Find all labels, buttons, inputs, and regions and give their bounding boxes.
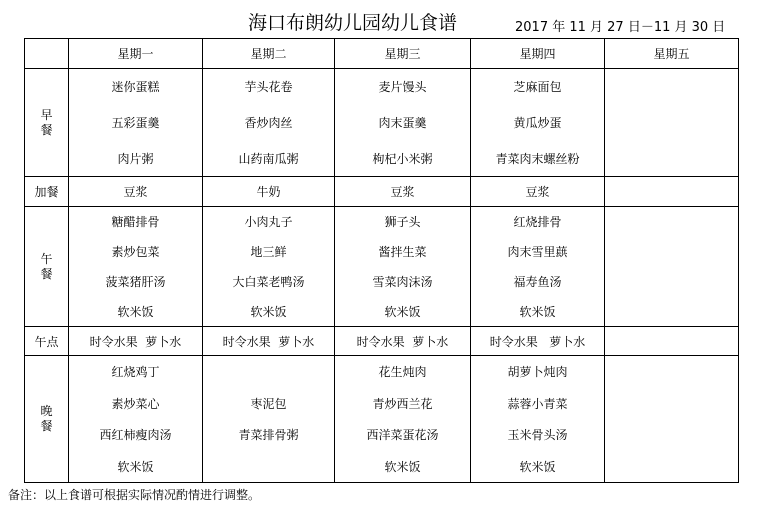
dinner-row [25, 356, 739, 483]
menu-item: 香炒肉丝 [244, 115, 293, 130]
meal-label [25, 356, 69, 483]
menu-cell: 时令水果 萝卜水 [69, 327, 203, 356]
menu-item: 软米饭 [384, 459, 421, 474]
menu-item: 黄瓜炒蛋 [513, 115, 562, 130]
menu-item: 红烧鸡丁 [111, 365, 160, 380]
menu-item: 肉片粥 [117, 151, 154, 166]
menu-item: 青炒西兰花 [372, 396, 433, 411]
menu-cell [605, 177, 739, 207]
menu-item: 软米饭 [117, 304, 154, 319]
menu-cell [335, 356, 471, 483]
menu-cell [605, 327, 739, 356]
menu-item: 软米饭 [117, 459, 154, 474]
menu-cell [471, 356, 605, 483]
menu-item: 麦片馒头 [378, 80, 427, 95]
menu-item: 福寿鱼汤 [513, 274, 562, 289]
corner-cell [25, 39, 69, 69]
menu-cell [605, 69, 739, 177]
menu-item: 红烧排骨 [513, 215, 562, 230]
menu-item: 肉末蛋羹 [378, 115, 427, 130]
menu-item: 五彩蛋羹 [111, 115, 160, 130]
menu-cell [605, 207, 739, 327]
menu-cell: 豆浆 [471, 177, 605, 207]
meal-label [25, 207, 69, 327]
menu-item: 素炒菜心 [111, 396, 160, 411]
menu-item: 枸杞小米粥 [372, 151, 433, 166]
day-header: 星期三 [335, 39, 471, 69]
day-header: 星期四 [471, 39, 605, 69]
day-header: 星期二 [203, 39, 335, 69]
day-header: 星期五 [605, 39, 739, 69]
menu-item: 枣泥包 [250, 396, 287, 411]
meal-label-text: 午餐 [40, 251, 53, 281]
menu-item: 蒜蓉小青菜 [507, 396, 568, 411]
footnote: 备注：以上食谱可根据实际情况酌情进行调整。 [8, 488, 261, 502]
menu-cell: 豆浆 [335, 177, 471, 207]
page-title: 海口布朗幼儿园幼儿食谱 [248, 12, 458, 34]
menu-cell [69, 69, 203, 177]
lunch-row [25, 207, 739, 327]
breakfast-row [25, 69, 739, 177]
snack-row [25, 177, 739, 207]
menu-item: 软米饭 [519, 304, 556, 319]
menu-item: 地三鲜 [250, 245, 287, 260]
menu-item: 糖醋排骨 [111, 215, 160, 230]
day-header: 星期一 [69, 39, 203, 69]
menu-item: 迷你蛋糕 [111, 80, 160, 95]
menu-cell: 时令水果 萝卜水 [471, 327, 605, 356]
menu-item: 软米饭 [250, 304, 287, 319]
menu-cell [471, 69, 605, 177]
menu-item: 肉末雪里蕻 [507, 245, 568, 260]
tea-row [25, 327, 739, 356]
menu-item: 软米饭 [384, 304, 421, 319]
header-row [25, 39, 739, 69]
date-range: 2017 年 11 月 27 日－11 月 30 日 [515, 20, 726, 35]
menu-item: 花生炖肉 [378, 365, 427, 380]
menu-cell: 时令水果 萝卜水 [335, 327, 471, 356]
menu-cell [335, 207, 471, 327]
menu-cell [203, 207, 335, 327]
menu-item: 芝麻面包 [513, 80, 562, 95]
meal-label-text: 早餐 [40, 107, 53, 137]
menu-item: 芋头花卷 [244, 80, 293, 95]
menu-item: 狮子头 [384, 215, 421, 230]
meal-label: 午点 [25, 327, 69, 356]
menu-item: 西洋菜蛋花汤 [366, 428, 439, 443]
menu-item: 软米饭 [519, 459, 556, 474]
menu-item: 大白菜老鸭汤 [232, 274, 305, 289]
menu-item: 西红柿瘦肉汤 [99, 428, 172, 443]
menu-cell: 豆浆 [69, 177, 203, 207]
meal-label [25, 69, 69, 177]
menu-cell [605, 356, 739, 483]
menu-cell [203, 356, 335, 483]
menu-item: 小肉丸子 [244, 215, 293, 230]
menu-item: 胡萝卜炖肉 [507, 365, 568, 380]
menu-cell [69, 207, 203, 327]
menu-item: 山药南瓜粥 [238, 151, 299, 166]
menu-cell [471, 207, 605, 327]
menu-item: 青菜排骨粥 [238, 428, 299, 443]
menu-item: 玉米骨头汤 [507, 428, 568, 443]
menu-table [24, 38, 739, 483]
menu-cell [203, 69, 335, 177]
menu-item: 酱拌生菜 [378, 245, 427, 260]
menu-cell: 牛奶 [203, 177, 335, 207]
meal-label: 加餐 [25, 177, 69, 207]
menu-item: 素炒包菜 [111, 245, 160, 260]
menu-cell: 时令水果 萝卜水 [203, 327, 335, 356]
menu-item: 雪菜肉沫汤 [372, 274, 433, 289]
menu-item: 菠菜猪肝汤 [105, 274, 166, 289]
menu-cell [69, 356, 203, 483]
menu-item: 青菜肉末螺丝粉 [495, 151, 580, 166]
meal-label-text: 晚餐 [40, 404, 53, 433]
menu-cell [335, 69, 471, 177]
